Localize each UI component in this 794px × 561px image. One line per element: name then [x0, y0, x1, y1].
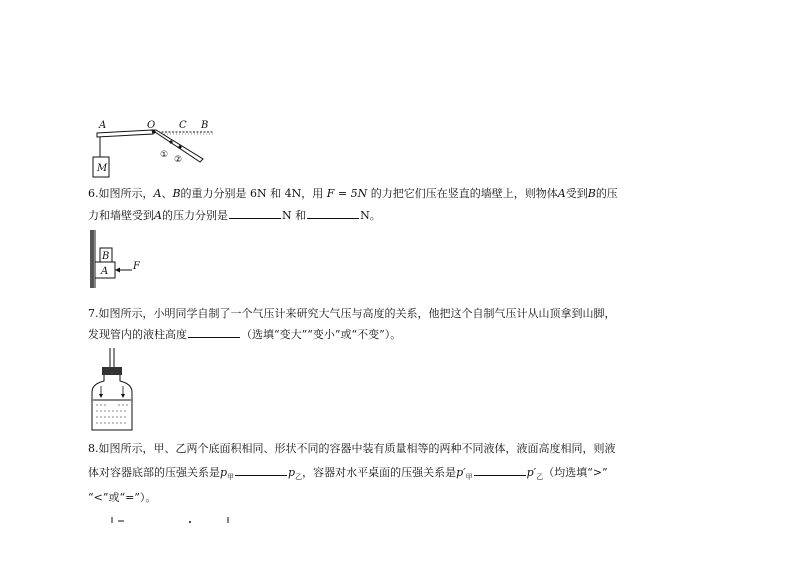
label-c: C	[179, 120, 187, 131]
label-one: ①	[160, 150, 169, 160]
label-o: O	[147, 120, 156, 131]
question-6-line-1: 6.如图所示，A、B的重力分别是 6N 和 4N，用 F = 5N 的力把它们压在竖直的墙壁上，则物体A受到B的压	[88, 187, 618, 200]
question-8-line-3: “<”或“=”）。	[88, 491, 157, 504]
label-b: B	[201, 120, 209, 131]
question-7-line-2: 发现管内的液柱高度 （选填“变大”“变小”或“不变”）。	[88, 328, 402, 341]
label-two: ②	[174, 155, 183, 165]
label-block-b: B	[102, 251, 110, 262]
barometer-bottle-diagram	[86, 348, 142, 434]
containers-diagram-partial	[110, 515, 240, 525]
answer-blank-2[interactable]	[307, 207, 359, 219]
question-8-line-2: 体对容器底部的压强关系是$p_甲$ $p_乙$，容器对水平桌面的压强关系是$p'_甲$ $p'_乙$（均选填“>”	[88, 466, 608, 482]
label-m: M	[97, 163, 108, 174]
question-6-line-2: 力和墙壁受到A的压力分别是 N 和 N。	[88, 209, 381, 222]
label-a: A	[99, 120, 107, 131]
lever-diagram	[88, 116, 223, 186]
answer-blank-4[interactable]	[235, 464, 287, 476]
label-force-f: F	[133, 261, 140, 272]
question-7-line-1: 7.如图所示，小明同学自制了一个气压计来研究大气压与高度的关系，他把这个自制气压计从山顶拿到山脚，	[88, 307, 616, 320]
answer-blank-5[interactable]	[474, 464, 526, 476]
answer-blank-1[interactable]	[229, 207, 281, 219]
wall-blocks-diagram	[88, 228, 158, 290]
question-8-line-1: 8.如图所示，甲、乙两个底面积相同、形状不同的容器中装有质量相等的两种不同液体，液面高度相同，则液	[88, 442, 616, 455]
answer-blank-3[interactable]	[188, 326, 240, 338]
label-block-a: A	[101, 266, 109, 277]
